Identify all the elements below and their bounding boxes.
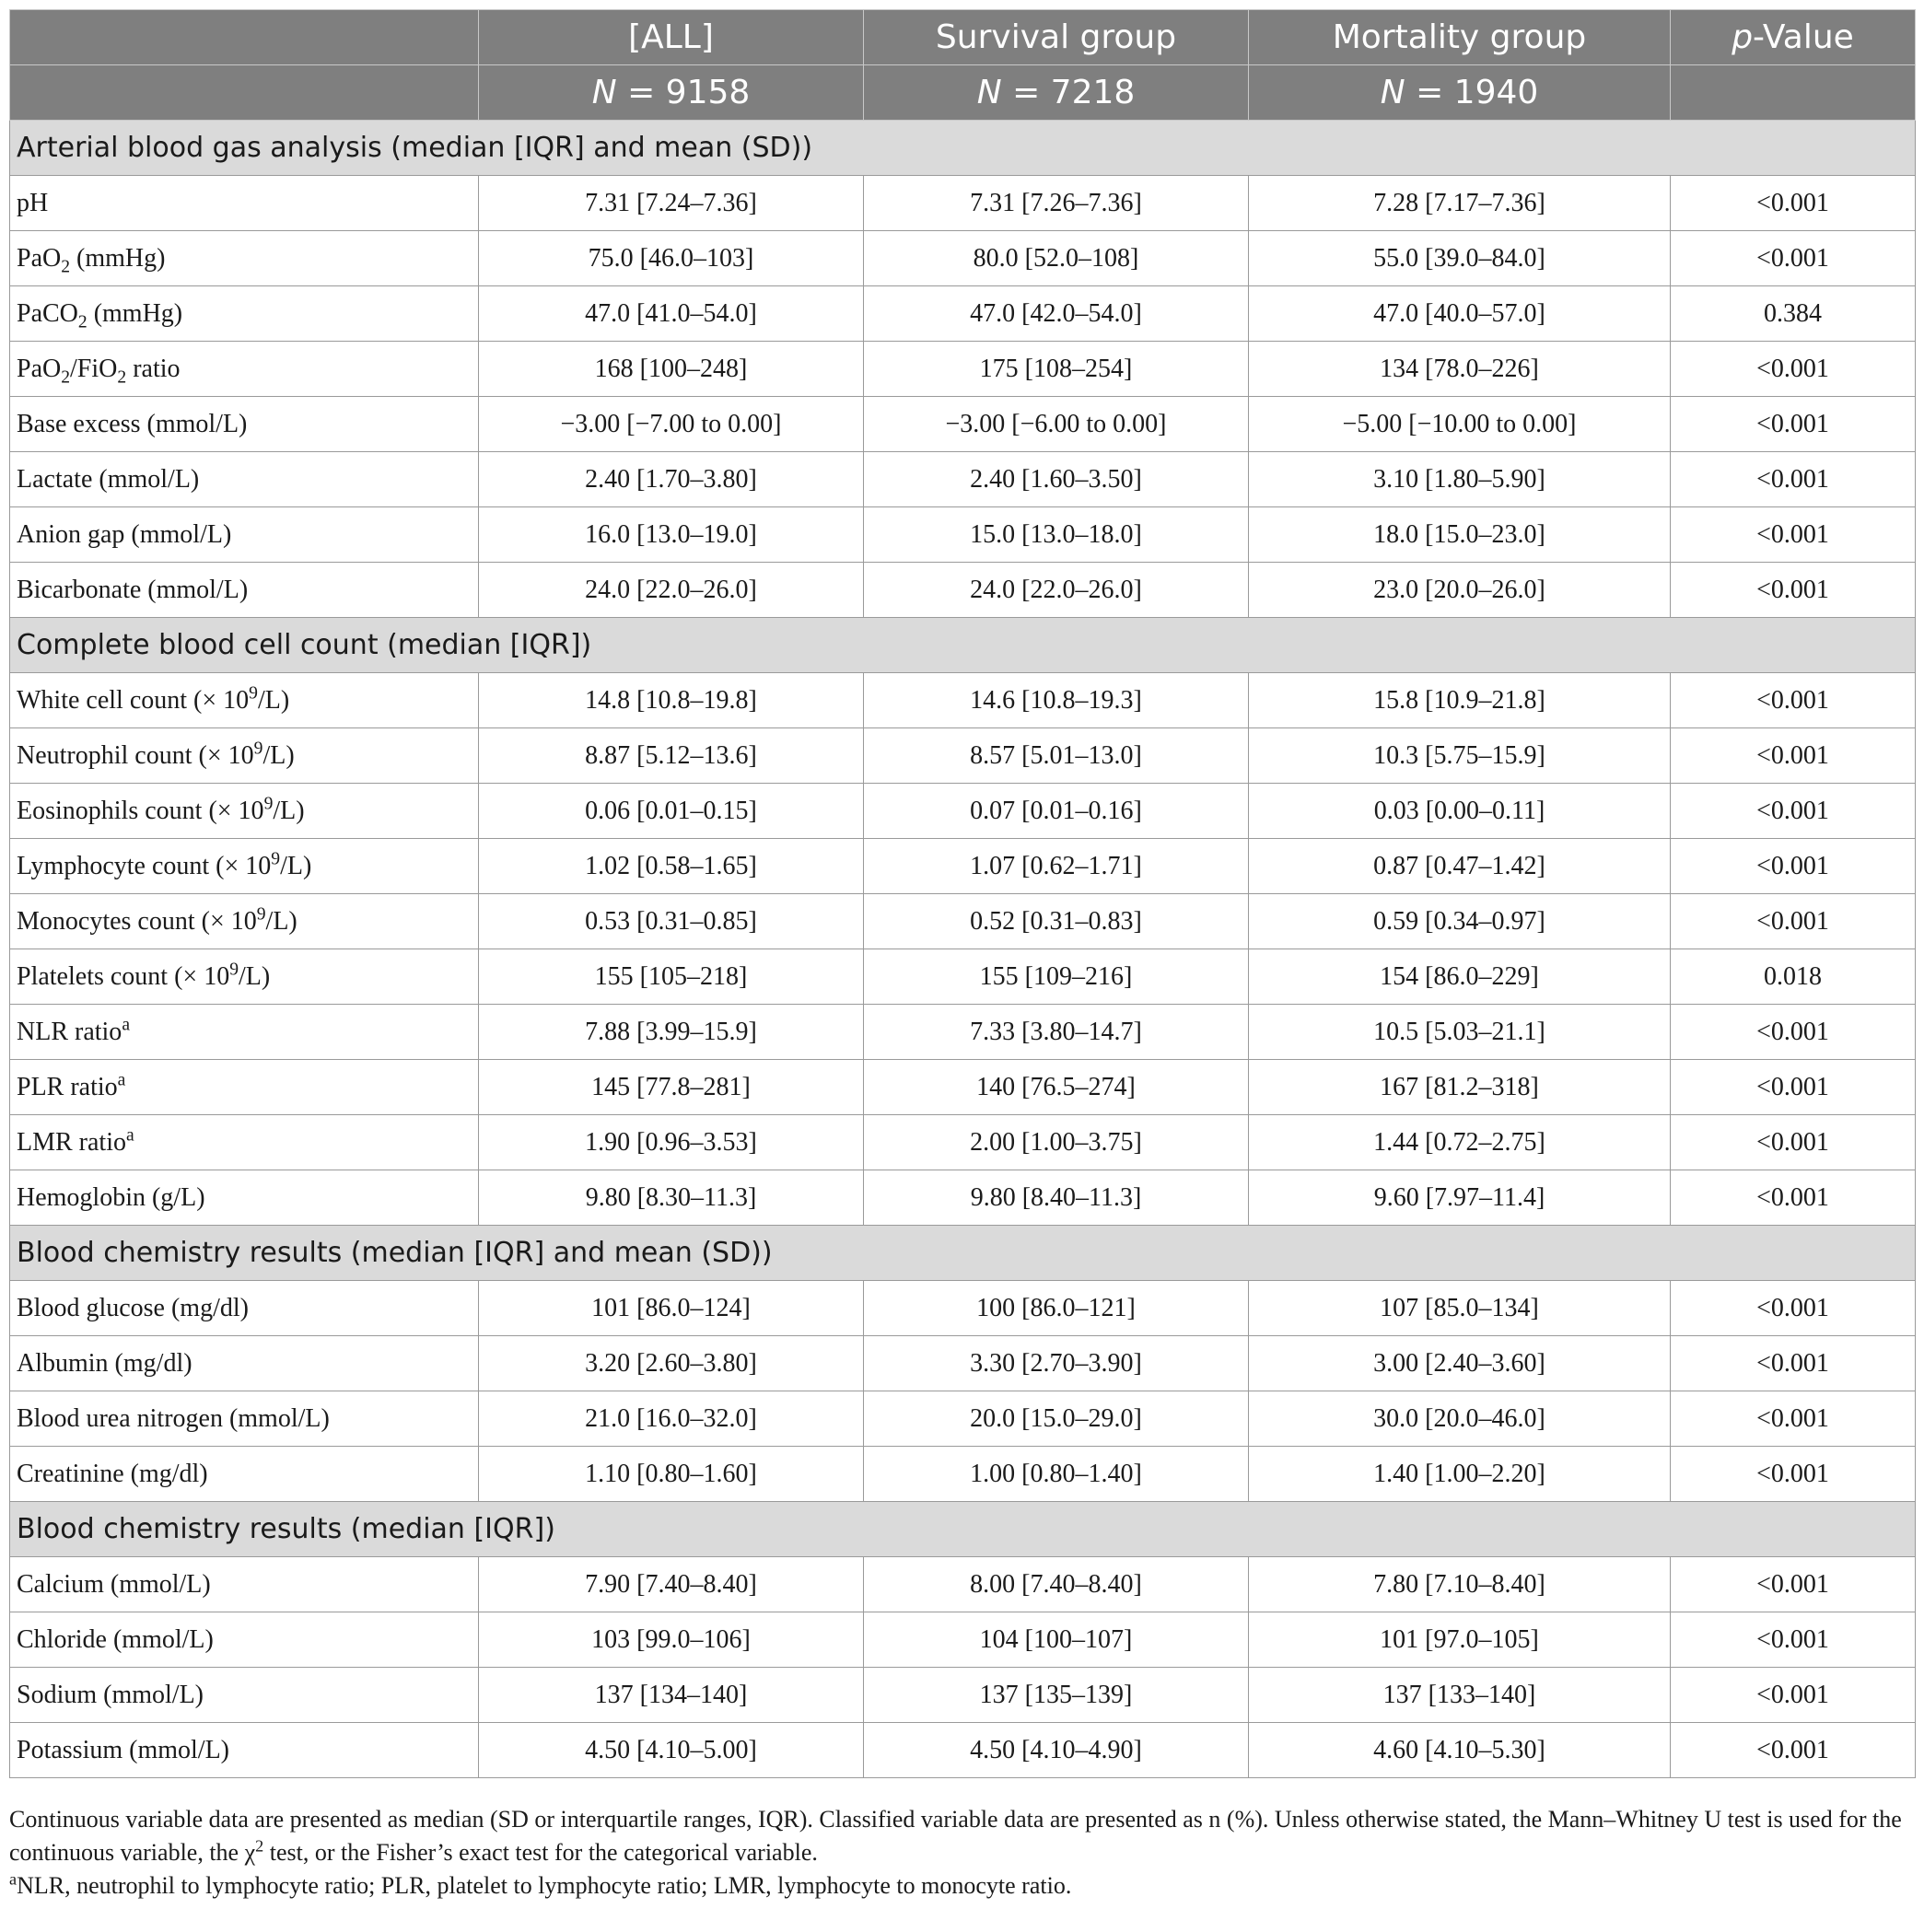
p-value: <0.001 (1671, 563, 1916, 618)
table-row (10, 1723, 1916, 1778)
table-row (10, 231, 1916, 286)
p-value: <0.001 (1671, 397, 1916, 452)
value-all: 145 [77.8–281] (479, 1060, 864, 1115)
table-footnotes (9, 1803, 1915, 1903)
value-mortality: 137 [133–140] (1249, 1668, 1671, 1723)
row-label: Platelets count (× $10^9/L$) (10, 949, 479, 1005)
value-all: 75.0 [46.0–103] (479, 231, 864, 286)
value-all: 1.02 [0.58–1.65] (479, 839, 864, 894)
row-label: pH (10, 176, 479, 231)
value-survival: 104 [100–107] (864, 1612, 1249, 1668)
column-header: N = 7218 (864, 65, 1249, 121)
row-label: Sodium (mmol/L) (10, 1668, 479, 1723)
value-all: 168 [100–248] (479, 342, 864, 397)
value-mortality: 15.8 [10.9–21.8] (1249, 673, 1671, 728)
value-survival: 15.0 [13.0–18.0] (864, 507, 1249, 563)
value-all: 7.31 [7.24–7.36] (479, 176, 864, 231)
value-mortality: 0.59 [0.34–0.97] (1249, 894, 1671, 949)
row-label: Hemoglobin (g/L) (10, 1170, 479, 1226)
value-all: 7.88 [3.99–15.9] (479, 1005, 864, 1060)
table-body (10, 121, 1916, 1778)
value-all: 16.0 [13.0–19.0] (479, 507, 864, 563)
row-label: Potassium (mmol/L) (10, 1723, 479, 1778)
table-row (10, 563, 1916, 618)
lab-results-table (9, 9, 1916, 1778)
value-mortality: 107 [85.0–134] (1249, 1281, 1671, 1336)
p-value: 0.384 (1671, 286, 1916, 342)
value-all: 101 [86.0–124] (479, 1281, 864, 1336)
value-mortality: 3.10 [1.80–5.90] (1249, 452, 1671, 507)
value-all: 103 [99.0–106] (479, 1612, 864, 1668)
table-row (10, 673, 1916, 728)
p-value: <0.001 (1671, 784, 1916, 839)
value-mortality: 10.3 [5.75–15.9] (1249, 728, 1671, 784)
p-value: <0.001 (1671, 1668, 1916, 1723)
table-row (10, 1336, 1916, 1391)
table-row (10, 949, 1916, 1005)
value-all: 2.40 [1.70–3.80] (479, 452, 864, 507)
row-label: NLR ratio$^a$ (10, 1005, 479, 1060)
row-label: Neutrophil count (× $10^9/L$) (10, 728, 479, 784)
value-mortality: 167 [81.2–318] (1249, 1060, 1671, 1115)
value-all: 0.06 [0.01–0.15] (479, 784, 864, 839)
table-row (10, 1447, 1916, 1502)
p-value: <0.001 (1671, 342, 1916, 397)
row-label: PaCO$_2$ (mmHg) (10, 286, 479, 342)
column-header: Survival group (864, 10, 1249, 65)
value-mortality: 1.44 [0.72–2.75] (1249, 1115, 1671, 1170)
value-all: 3.20 [2.60–3.80] (479, 1336, 864, 1391)
value-survival: 14.6 [10.8–19.3] (864, 673, 1249, 728)
section-header-row (10, 1502, 1916, 1557)
value-survival: 1.00 [0.80–1.40] (864, 1447, 1249, 1502)
value-survival: 2.00 [1.00–3.75] (864, 1115, 1249, 1170)
header-row2 (10, 65, 1916, 121)
row-label: PaO$_2$ (mmHg) (10, 231, 479, 286)
value-survival: 140 [76.5–274] (864, 1060, 1249, 1115)
value-all: 7.90 [7.40–8.40] (479, 1557, 864, 1612)
value-mortality: 18.0 [15.0–23.0] (1249, 507, 1671, 563)
row-label: Chloride (mmol/L) (10, 1612, 479, 1668)
column-header: [ALL] (479, 10, 864, 65)
value-mortality: −5.00 [−10.00 to 0.00] (1249, 397, 1671, 452)
table-row (10, 1281, 1916, 1336)
value-survival: 155 [109–216] (864, 949, 1249, 1005)
row-label: PaO$_2$/FiO$_2$ ratio (10, 342, 479, 397)
column-header: N = 1940 (1249, 65, 1671, 121)
value-survival: −3.00 [−6.00 to 0.00] (864, 397, 1249, 452)
section-header-row (10, 618, 1916, 673)
section-title: Arterial blood gas analysis (median [IQR] and mean (SD)) (10, 121, 1916, 176)
table-row (10, 1115, 1916, 1170)
table-row (10, 1612, 1916, 1668)
row-label: Bicarbonate (mmol/L) (10, 563, 479, 618)
p-value: <0.001 (1671, 1170, 1916, 1226)
value-survival: 8.00 [7.40–8.40] (864, 1557, 1249, 1612)
value-mortality: 0.03 [0.00–0.11] (1249, 784, 1671, 839)
column-header (10, 10, 479, 65)
value-survival: 8.57 [5.01–13.0] (864, 728, 1249, 784)
column-header (10, 65, 479, 121)
p-value: <0.001 (1671, 1060, 1916, 1115)
table-header (10, 10, 1916, 121)
row-label: Lymphocyte count (× $10^9/L$) (10, 839, 479, 894)
value-survival: 4.50 [4.10–4.90] (864, 1723, 1249, 1778)
p-value: <0.001 (1671, 1281, 1916, 1336)
column-header (1671, 65, 1916, 121)
p-value: <0.001 (1671, 673, 1916, 728)
p-value: <0.001 (1671, 1115, 1916, 1170)
row-label: Calcium (mmol/L) (10, 1557, 479, 1612)
value-all: 155 [105–218] (479, 949, 864, 1005)
p-value: <0.001 (1671, 176, 1916, 231)
value-all: 8.87 [5.12–13.6] (479, 728, 864, 784)
p-value: <0.001 (1671, 1447, 1916, 1502)
value-mortality: 101 [97.0–105] (1249, 1612, 1671, 1668)
table-row (10, 839, 1916, 894)
value-mortality: 1.40 [1.00–2.20] (1249, 1447, 1671, 1502)
value-all: −3.00 [−7.00 to 0.00] (479, 397, 864, 452)
value-mortality: 9.60 [7.97–11.4] (1249, 1170, 1671, 1226)
table-row (10, 784, 1916, 839)
section-header-row (10, 121, 1916, 176)
table-row (10, 1005, 1916, 1060)
value-survival: 3.30 [2.70–3.90] (864, 1336, 1249, 1391)
table-row (10, 176, 1916, 231)
value-mortality: 10.5 [5.03–21.1] (1249, 1005, 1671, 1060)
table-row (10, 1668, 1916, 1723)
value-survival: 7.33 [3.80–14.7] (864, 1005, 1249, 1060)
value-mortality: 30.0 [20.0–46.0] (1249, 1391, 1671, 1447)
value-all: 4.50 [4.10–5.00] (479, 1723, 864, 1778)
table-row (10, 397, 1916, 452)
row-label: Albumin (mg/dl) (10, 1336, 479, 1391)
value-all: 0.53 [0.31–0.85] (479, 894, 864, 949)
value-all: 14.8 [10.8–19.8] (479, 673, 864, 728)
table-row (10, 452, 1916, 507)
section-title: Complete blood cell count (median [IQR]) (10, 618, 1916, 673)
p-value: <0.001 (1671, 507, 1916, 563)
row-label: Anion gap (mmol/L) (10, 507, 479, 563)
value-survival: 1.07 [0.62–1.71] (864, 839, 1249, 894)
footnote-methods: Continuous variable data are presented as median (SD or interquartile ranges, IQR). Classified variable data are presented as n (%). Unless otherwise stated, the Mann–Whitney U test is used for the continuous variable, the $\chi^2$ test, or the Fisher’s exact test for the categorical variable. (9, 1806, 1902, 1866)
value-survival: 7.31 [7.26–7.36] (864, 176, 1249, 231)
table-row (10, 286, 1916, 342)
value-survival: 2.40 [1.60–3.50] (864, 452, 1249, 507)
value-mortality: 4.60 [4.10–5.30] (1249, 1723, 1671, 1778)
value-mortality: 55.0 [39.0–84.0] (1249, 231, 1671, 286)
row-label: Blood urea nitrogen (mmol/L) (10, 1391, 479, 1447)
row-label: White cell count (× $10^9/L$) (10, 673, 479, 728)
row-label: Base excess (mmol/L) (10, 397, 479, 452)
row-label: Blood glucose (mg/dl) (10, 1281, 479, 1336)
p-value: <0.001 (1671, 1723, 1916, 1778)
p-value: <0.001 (1671, 839, 1916, 894)
value-mortality: 7.28 [7.17–7.36] (1249, 176, 1671, 231)
table-row (10, 728, 1916, 784)
table-container (9, 9, 1915, 1778)
value-mortality: 134 [78.0–226] (1249, 342, 1671, 397)
value-all: 24.0 [22.0–26.0] (479, 563, 864, 618)
value-survival: 20.0 [15.0–29.0] (864, 1391, 1249, 1447)
p-value: <0.001 (1671, 728, 1916, 784)
footnote-abbreviations: $^a$NLR, neutrophil to lymphocyte ratio; PLR, platelet to lymphocyte ratio; LMR, lymphocyte to monocyte ratio. (9, 1869, 1072, 1899)
value-survival: 175 [108–254] (864, 342, 1249, 397)
p-value: <0.001 (1671, 1005, 1916, 1060)
section-header-row (10, 1226, 1916, 1281)
value-all: 1.10 [0.80–1.60] (479, 1447, 864, 1502)
header-row1 (10, 10, 1916, 65)
p-value: 0.018 (1671, 949, 1916, 1005)
table-row (10, 342, 1916, 397)
p-value: <0.001 (1671, 452, 1916, 507)
column-header: p-Value (1671, 10, 1916, 65)
value-all: 21.0 [16.0–32.0] (479, 1391, 864, 1447)
value-survival: 9.80 [8.40–11.3] (864, 1170, 1249, 1226)
column-header: N = 9158 (479, 65, 864, 121)
section-title: Blood chemistry results (median [IQR] and mean (SD)) (10, 1226, 1916, 1281)
p-value: <0.001 (1671, 1336, 1916, 1391)
value-mortality: 23.0 [20.0–26.0] (1249, 563, 1671, 618)
row-label: Monocytes count (× $10^9/L$) (10, 894, 479, 949)
value-survival: 0.52 [0.31–0.83] (864, 894, 1249, 949)
p-value: <0.001 (1671, 1557, 1916, 1612)
table-row (10, 1557, 1916, 1612)
value-mortality: 3.00 [2.40–3.60] (1249, 1336, 1671, 1391)
value-mortality: 154 [86.0–229] (1249, 949, 1671, 1005)
value-survival: 0.07 [0.01–0.16] (864, 784, 1249, 839)
value-survival: 100 [86.0–121] (864, 1281, 1249, 1336)
table-row (10, 1391, 1916, 1447)
row-label: Eosinophils count (× $10^9/L$) (10, 784, 479, 839)
p-value: <0.001 (1671, 231, 1916, 286)
row-label: PLR ratio$^a$ (10, 1060, 479, 1115)
value-survival: 80.0 [52.0–108] (864, 231, 1249, 286)
value-mortality: 7.80 [7.10–8.40] (1249, 1557, 1671, 1612)
table-row (10, 1060, 1916, 1115)
value-survival: 137 [135–139] (864, 1668, 1249, 1723)
value-mortality: 47.0 [40.0–57.0] (1249, 286, 1671, 342)
row-label: Lactate (mmol/L) (10, 452, 479, 507)
p-value: <0.001 (1671, 1391, 1916, 1447)
column-header: Mortality group (1249, 10, 1671, 65)
value-mortality: 0.87 [0.47–1.42] (1249, 839, 1671, 894)
value-all: 137 [134–140] (479, 1668, 864, 1723)
table-row (10, 894, 1916, 949)
row-label: Creatinine (mg/dl) (10, 1447, 479, 1502)
value-survival: 24.0 [22.0–26.0] (864, 563, 1249, 618)
value-all: 9.80 [8.30–11.3] (479, 1170, 864, 1226)
value-all: 47.0 [41.0–54.0] (479, 286, 864, 342)
row-label: LMR ratio$^a$ (10, 1115, 479, 1170)
table-row (10, 1170, 1916, 1226)
value-survival: 47.0 [42.0–54.0] (864, 286, 1249, 342)
p-value: <0.001 (1671, 894, 1916, 949)
section-title: Blood chemistry results (median [IQR]) (10, 1502, 1916, 1557)
p-value: <0.001 (1671, 1612, 1916, 1668)
value-all: 1.90 [0.96–3.53] (479, 1115, 864, 1170)
table-row (10, 507, 1916, 563)
